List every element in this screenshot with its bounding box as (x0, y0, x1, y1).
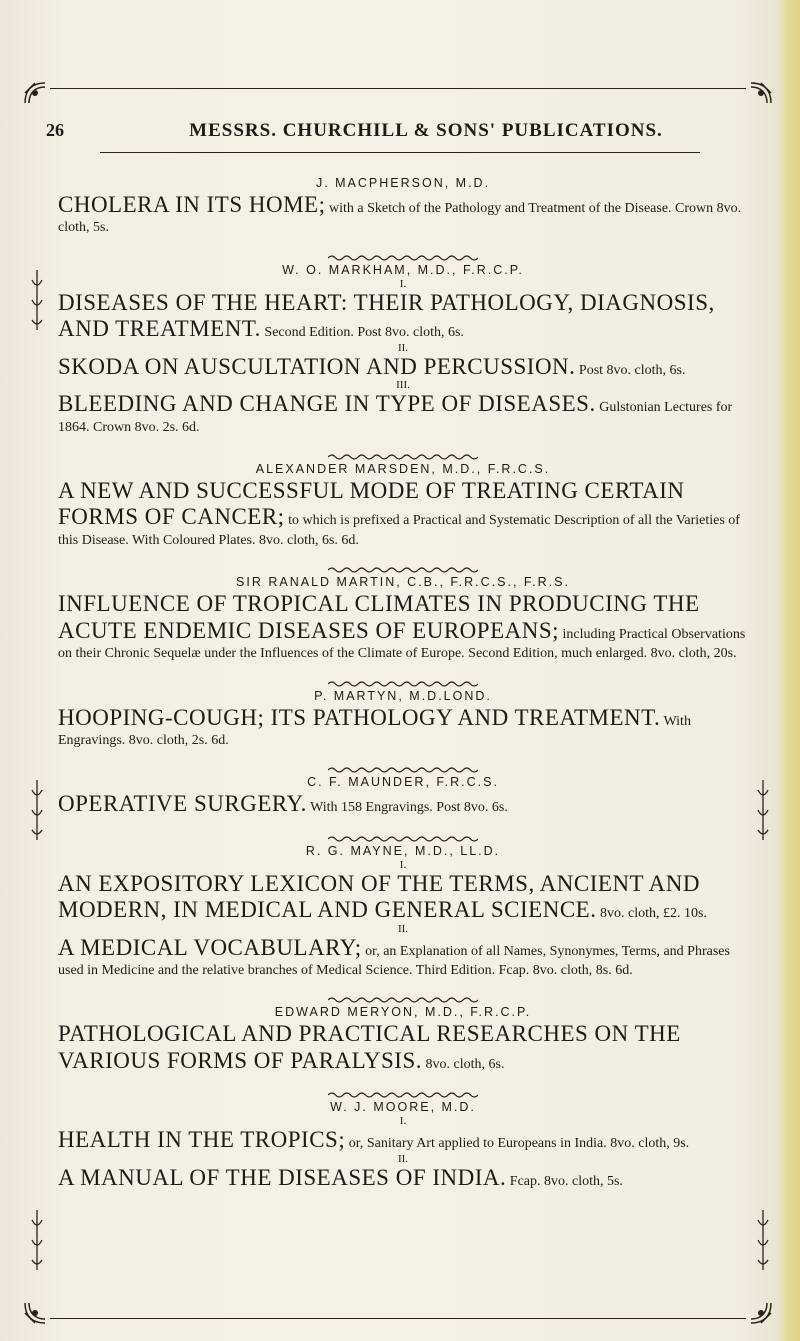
book-item (58, 871, 748, 924)
book-description: With Engravings. 8vo. cloth, 2s. 6d. (58, 713, 691, 748)
book-description: Gulstonian Lectures for 1864. Crown 8vo. 2s. 6d. (58, 400, 733, 435)
wavy-divider (328, 830, 478, 838)
volume-numeral: II. (397, 341, 409, 354)
running-head: MESSRS. CHURCHILL & SONS' PUBLICATIONS. (189, 120, 663, 141)
volume-numeral: II. (397, 922, 409, 935)
book-title: A MANUAL OF THE DISEASES OF INDIA. (58, 1164, 507, 1190)
volume-numeral: I. (399, 858, 407, 871)
book-title: BLEEDING AND CHANGE IN TYPE OF DISEASES. (58, 391, 596, 417)
volume-numeral: II. (397, 1152, 409, 1165)
wavy-divider (328, 1086, 478, 1094)
book-item (58, 1127, 748, 1153)
book-item (58, 290, 748, 343)
volume-numeral: I. (399, 1115, 407, 1128)
book-item (58, 354, 748, 380)
book-entry (58, 176, 748, 237)
book-title: PATHOLOGICAL AND PRACTICAL RESEARCHES ON THE VARIOUS FORMS OF PARALYSIS. (58, 1021, 681, 1073)
book-description: With 158 Engravings. Post 8vo. 6s. (306, 800, 508, 816)
book-item (58, 1021, 748, 1074)
book-description: Second Edition. Post 8vo. cloth, 6s. (260, 325, 464, 341)
book-description: or, an Explanation of all Names, Synonymes, Terms, and Phrases used in Medicine and the relative branches of Medical Science. Third Edition. Fcap. 8vo. cloth, 8s. 6d. (58, 943, 730, 979)
side-ornament-left-2 (30, 780, 44, 840)
page-header (36, 108, 776, 141)
book-title: HEALTH IN THE TROPICS; (58, 1127, 346, 1153)
book-item (58, 935, 748, 980)
book-entry (58, 1086, 748, 1191)
book-item (58, 791, 748, 817)
book-title: SKODA ON AUSCULTATION AND PERCUSSION. (58, 353, 576, 379)
book-entry (58, 991, 748, 1074)
book-entry (58, 448, 748, 549)
wavy-divider (328, 675, 478, 683)
header-underline-rule (100, 152, 700, 153)
author-name: C. F. MAUNDER, F.R.C.S. (307, 775, 499, 790)
book-description: including Practical Observations on their Chronic Sequelæ under the Influences of the Climate of Europe. Second Edition, much enlarged. 8vo. cloth, 20s. (58, 626, 746, 662)
book-entry (58, 249, 748, 436)
top-border-rule (50, 88, 746, 89)
book-title: HOOPING-COUGH; ITS PATHOLOGY AND TREATMENT. (58, 704, 661, 730)
book-entry (58, 561, 748, 662)
side-ornament-left-1 (30, 270, 44, 330)
author-name: ALEXANDER MARSDEN, M.D., F.R.C.S. (255, 461, 551, 476)
book-item (58, 478, 748, 549)
book-entry (58, 675, 748, 750)
book-description: with a Sketch of the Pathology and Treatment of the Disease. Crown 8vo. cloth, 5s. (58, 201, 742, 236)
author-name: J. MACPHERSON, M.D. (315, 176, 491, 190)
corner-ornament-bottom-left (22, 1300, 48, 1326)
book-item (58, 1165, 748, 1191)
author-name: EDWARD MERYON, M.D., F.R.C.P. (274, 1005, 532, 1020)
author-name: W. J. MOORE, M.D. (330, 1100, 476, 1115)
wavy-divider (328, 991, 478, 999)
book-item (58, 591, 748, 662)
wavy-divider (328, 761, 478, 769)
volume-numeral: III. (396, 379, 410, 392)
book-entry (58, 761, 748, 817)
book-entry (58, 830, 748, 980)
book-description: or, Sanitary Art applied to Europeans in India. 8vo. cloth, 9s. (345, 1136, 690, 1152)
book-description: to which is prefixed a Practical and Systematic Description of all the Varieties of this Disease. With Coloured Plates. 8vo. cloth, 6s. 6d. (58, 513, 740, 548)
book-item (58, 391, 748, 436)
author-name: SIR RANALD MARTIN, C.B., F.R.C.S., F.R.S. (236, 575, 570, 590)
volume-numeral: I. (399, 277, 407, 290)
page-edge-stain (778, 0, 800, 1341)
book-item (58, 192, 748, 237)
book-title: A MEDICAL VOCABULARY; (58, 934, 362, 960)
book-description: Post 8vo. cloth, 6s. (575, 362, 686, 378)
corner-ornament-top-left (22, 80, 48, 106)
author-name: R. G. MAYNE, M.D., LL.D. (305, 843, 501, 858)
book-item (58, 705, 748, 750)
author-name: W. O. MARKHAM, M.D., F.R.C.P. (282, 262, 524, 277)
book-title: AN EXPOSITORY LEXICON OF THE TERMS, ANCIENT AND MODERN, IN MEDICAL AND GENERAL SCIENCE. (58, 870, 700, 923)
book-title: A NEW AND SUCCESSFUL MODE OF TREATING CERTAIN FORMS OF CANCER; (58, 477, 685, 530)
catalogue-listing (58, 176, 748, 1191)
book-title: INFLUENCE OF TROPICAL CLIMATES IN PRODUCING THE ACUTE ENDEMIC DISEASES OF EUROPEANS; (58, 591, 700, 643)
side-ornament-right-1 (756, 780, 770, 840)
book-title: DISEASES OF THE HEART: THEIR PATHOLOGY, DIAGNOSIS, AND TREATMENT. (58, 289, 715, 342)
corner-ornament-top-right (748, 80, 774, 106)
book-description: Fcap. 8vo. cloth, 5s. (506, 1173, 623, 1189)
side-ornament-right-2 (756, 1210, 770, 1270)
wavy-divider (328, 561, 478, 569)
book-description: 8vo. cloth, £2. 10s. (596, 906, 707, 922)
wavy-divider (328, 448, 478, 456)
book-title: CHOLERA IN ITS HOME; (58, 192, 326, 217)
bottom-border-rule (50, 1318, 746, 1319)
book-title: OPERATIVE SURGERY. (58, 791, 307, 817)
page-number: 26 (46, 120, 64, 140)
author-name: P. MARTYN, M.D.LOND. (314, 688, 492, 703)
wavy-divider (328, 249, 478, 257)
side-ornament-left-3 (30, 1210, 44, 1270)
book-description: 8vo. cloth, 6s. (422, 1056, 505, 1072)
corner-ornament-bottom-right (748, 1300, 774, 1326)
